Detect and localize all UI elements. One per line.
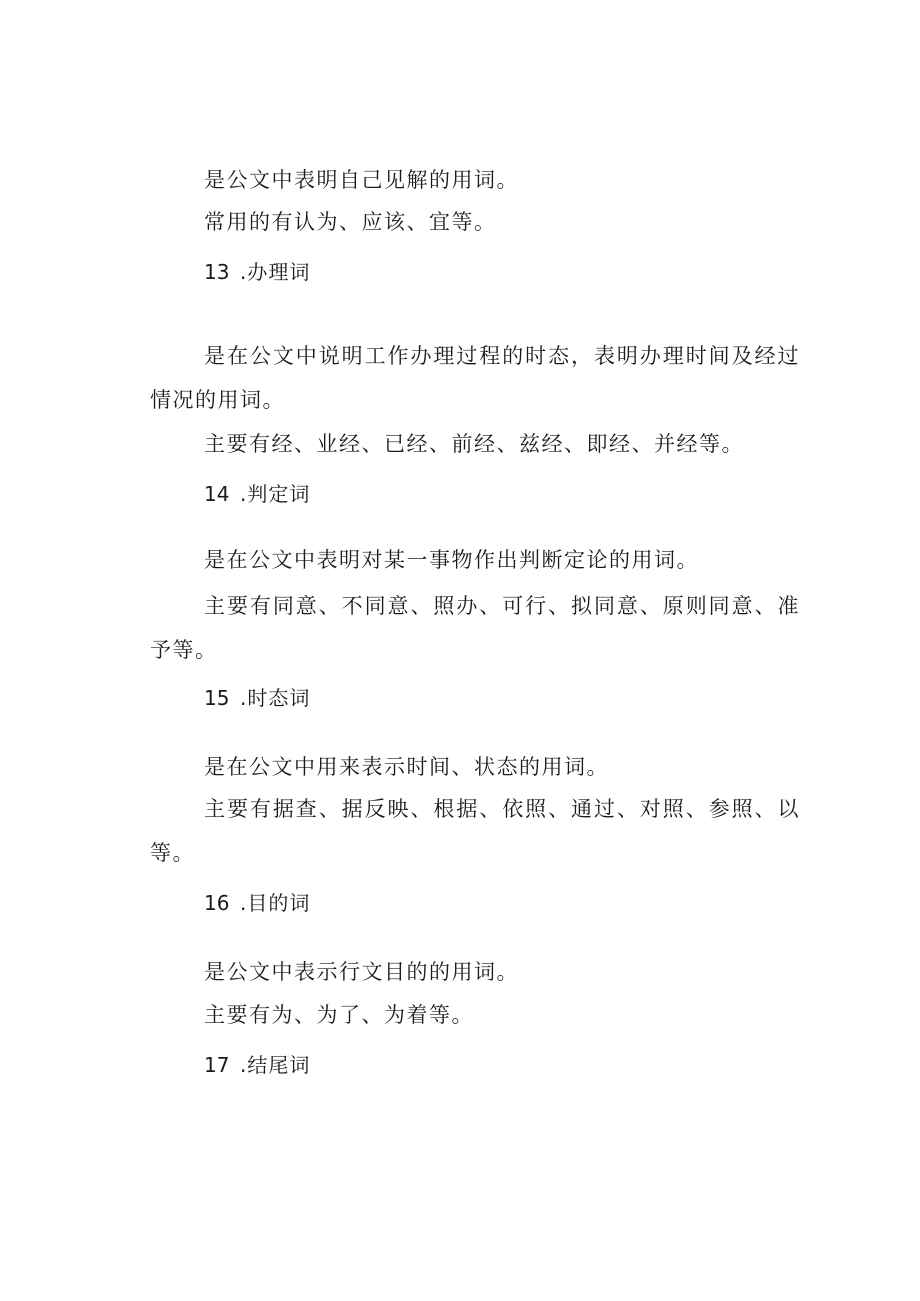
section-15-definition: 是在公文中用来表示时间、状态的用词。 bbox=[204, 755, 609, 779]
section-13-title: .办理词 bbox=[240, 260, 311, 284]
section-17-title: .结尾词 bbox=[240, 1053, 311, 1077]
section-17-heading bbox=[204, 1053, 310, 1077]
section-16-examples: 主要有为、为了、为着等。 bbox=[204, 1003, 474, 1027]
section-15-title: .时态词 bbox=[240, 686, 311, 710]
section-14-title: .判定词 bbox=[240, 482, 311, 506]
section-13-number: 13 bbox=[204, 260, 230, 284]
section-14-examples: 主要有同意、不同意、照办、可行、拟同意、原则同意、准予等。 bbox=[150, 594, 800, 662]
section-16-number: 16 bbox=[204, 891, 230, 915]
section-12-definition: 是公文中表明自己见解的用词。 bbox=[204, 168, 519, 192]
section-14-number: 14 bbox=[204, 482, 230, 506]
section-15-number: 15 bbox=[204, 686, 230, 710]
section-15-heading bbox=[204, 686, 310, 710]
section-13-definition: 是在公文中说明工作办理过程的时态，表明办理时间及经过情况的用词。 bbox=[150, 344, 800, 412]
section-13-examples: 主要有经、业经、已经、前经、兹经、即经、并经等。 bbox=[204, 432, 744, 456]
section-14-definition: 是在公文中表明对某一事物作出判断定论的用词。 bbox=[204, 548, 699, 572]
section-13-heading bbox=[204, 260, 310, 284]
section-16-title: .目的词 bbox=[240, 891, 311, 915]
section-17-number: 17 bbox=[204, 1053, 230, 1077]
section-12-examples: 常用的有认为、应该、宜等。 bbox=[204, 210, 497, 234]
section-16-heading bbox=[204, 891, 310, 915]
section-16-definition: 是公文中表示行文目的的用词。 bbox=[204, 960, 519, 984]
section-15-examples: 主要有据查、据反映、根据、依照、通过、对照、参照、以等。 bbox=[150, 797, 800, 865]
section-14-heading bbox=[204, 482, 310, 506]
